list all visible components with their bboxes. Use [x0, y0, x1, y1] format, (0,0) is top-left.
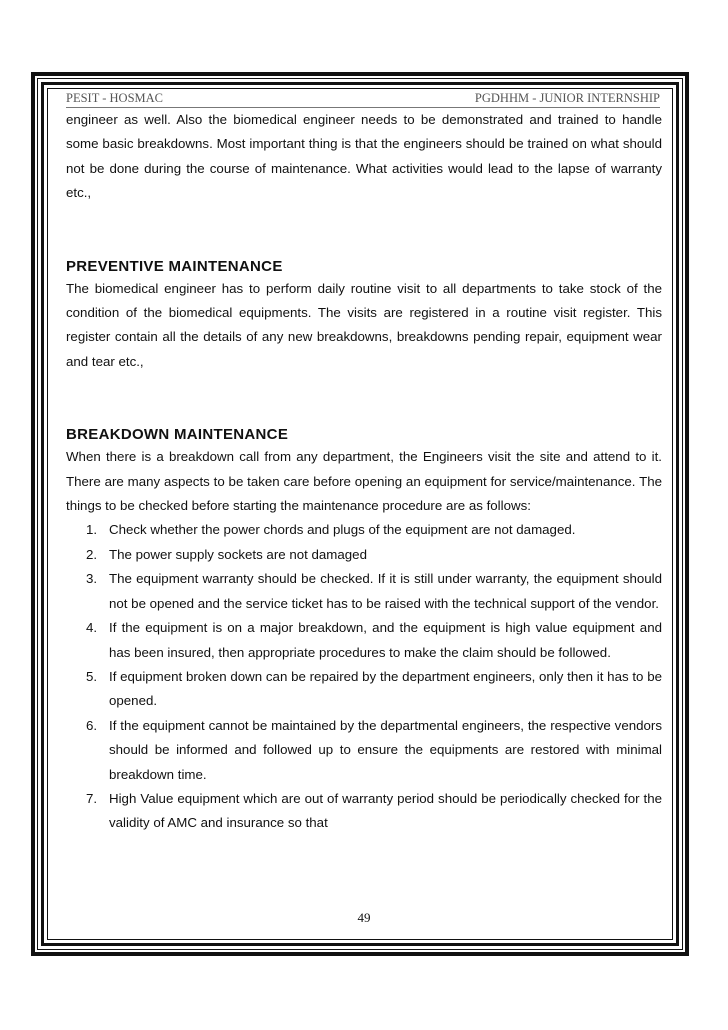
- page-header: [66, 88, 660, 108]
- list-number: 4.: [86, 620, 98, 636]
- list-number: 1.: [86, 522, 98, 538]
- list-item: [66, 665, 662, 714]
- preventive-heading: PREVENTIVE MAINTENANCE: [66, 257, 283, 275]
- list-item: [66, 616, 662, 665]
- list-text: If equipment broken down can be repaired by the department engineers, only then it has to be opened.: [109, 668, 662, 709]
- list-item: [66, 787, 662, 836]
- list-text: The power supply sockets are not damaged: [109, 546, 367, 562]
- list-number: 2.: [86, 546, 98, 562]
- page-number: 49: [357, 910, 371, 925]
- checklist: [66, 518, 662, 835]
- list-text: High Value equipment which are out of warranty period should be periodically checked for the validity of AMC and insurance so that: [109, 790, 662, 831]
- list-item: [66, 714, 662, 787]
- section-gap: [66, 374, 662, 422]
- list-text: Check whether the power chords and plugs of the equipment are not damaged.: [109, 522, 576, 538]
- list-item: [66, 543, 662, 567]
- list-number: 6.: [86, 717, 98, 733]
- breakdown-paragraph: When there is a breakdown call from any department, the Engineers visit the site and attend to it. There are many aspects to be taken care before opening an equipment for service/maintenance. The things to be checked before starting the maintenance procedure are as follows:: [66, 449, 662, 514]
- preventive-paragraph: The biomedical engineer has to perform daily routine visit to all departments to take stock of the condition of the biomedical equipments. The visits are registered in a routine visit register. This register contain all the details of any new breakdowns, breakdowns pending repair, equipment wear and tear etc.,: [66, 280, 662, 369]
- list-text: The equipment warranty should be checked. If it is still under warranty, the equipment should not be opened and the service ticket has to be raised with the technical support of the vendor.: [109, 571, 662, 611]
- section-gap: [66, 206, 662, 254]
- list-number: 5.: [86, 668, 98, 684]
- list-text: If the equipment is on a major breakdown, and the equipment is high value equipment and has been insured, then appropriate procedures to make the claim should be followed.: [109, 620, 662, 660]
- header-right: PGDHHM - JUNIOR INTERNSHIP: [474, 91, 660, 105]
- page-content: [66, 108, 662, 836]
- breakdown-heading: BREAKDOWN MAINTENANCE: [66, 426, 289, 444]
- list-number: 3.: [86, 571, 98, 587]
- list-item: [66, 567, 662, 616]
- list-item: [66, 518, 662, 542]
- header-left: PESIT - HOSMAC: [66, 91, 164, 105]
- list-text: If the equipment cannot be maintained by the departmental engineers, the respective vendors should be informed and followed up to ensure the equipments are restored with minimal breakdown time.: [109, 717, 662, 782]
- intro-paragraph: engineer as well. Also the biomedical engineer needs to be demonstrated and trained to handle some basic breakdowns. Most important thing is that the engineers should be trained on what should not be done during the course of maintenance. What activities would lead to the lapse of warranty etc.,: [66, 112, 662, 201]
- list-number: 7.: [86, 790, 98, 806]
